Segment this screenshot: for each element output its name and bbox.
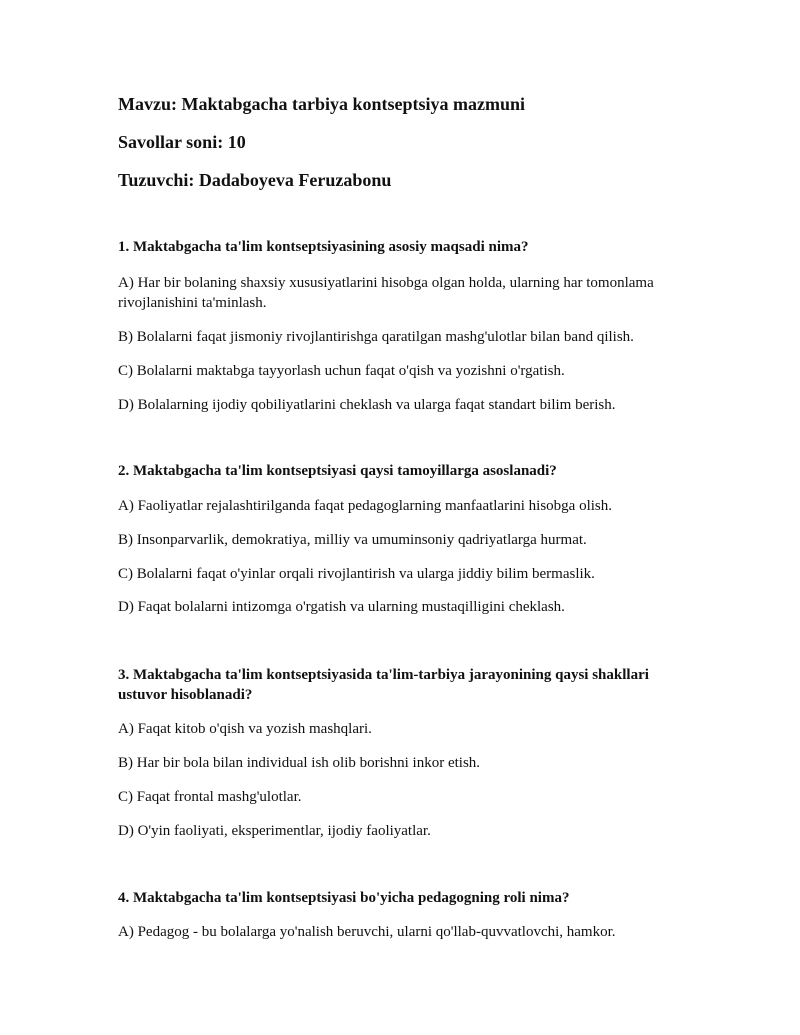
answer-option: A) Har bir bolaning shaxsiy xususiyatlarini hisobga olgan holda, ularning har tomonlama rivojlanishini ta'minlash. [118,275,654,311]
answer-option: B) Har bir bola bilan individual ish olib borishni inkor etish. [118,755,481,771]
author-heading: Tuzuvchi: Dadaboyeva Feruzabonu [118,170,392,190]
answer-option: B) Bolalarni faqat jismoniy rivojlantirishga qaratilgan mashg'ulotlar bilan band qilish. [118,329,634,345]
answer-option: C) Bolalarni faqat o'yinlar orqali rivojlantirish va ularga jiddiy bilim bermaslik. [118,566,595,582]
answer-option: B) Insonparvarlik, demokratiya, milliy va umuminsoniy qadriyatlarga hurmat. [118,532,587,548]
question-count-heading: Savollar soni: 10 [118,132,246,152]
answer-option: A) Faoliyatlar rejalashtirilganda faqat pedagoglarning manfaatlarini hisobga olish. [118,498,613,514]
question-title: 2. Maktabgacha ta'lim kontseptsiyasi qaysi tamoyillarga asoslanadi? [118,463,557,479]
answer-option: C) Bolalarni maktabga tayyorlash uchun faqat o'qish va yozishni o'rgatish. [118,363,565,379]
topic-heading: Mavzu: Maktabgacha tarbiya kontseptsiya mazmuni [118,94,526,114]
answer-option: D) O'yin faoliyati, eksperimentlar, ijodiy faoliyatlar. [118,823,431,839]
question-title: 4. Maktabgacha ta'lim kontseptsiyasi bo'yicha pedagogning roli nima? [118,890,570,906]
answer-option: D) Bolalarning ijodiy qobiliyatlarini cheklash va ularga faqat standart bilim berish. [118,397,616,413]
answer-option: A) Pedagog - bu bolalarga yo'nalish beruvchi, ularni qo'llab-quvvatlovchi, hamkor. [118,924,616,940]
answer-option: D) Faqat bolalarni intizomga o'rgatish va ularning mustaqilligini cheklash. [118,599,565,615]
question-title: 3. Maktabgacha ta'lim kontseptsiyasida ta'lim-tarbiya jarayonining qaysi shakllari ustuvor hisoblanadi? [118,667,649,703]
question-title: 1. Maktabgacha ta'lim kontseptsiyasining asosiy maqsadi nima? [118,239,529,255]
answer-option: A) Faqat kitob o'qish va yozish mashqlari. [118,721,372,737]
answer-option: C) Faqat frontal mashg'ulotlar. [118,789,302,805]
